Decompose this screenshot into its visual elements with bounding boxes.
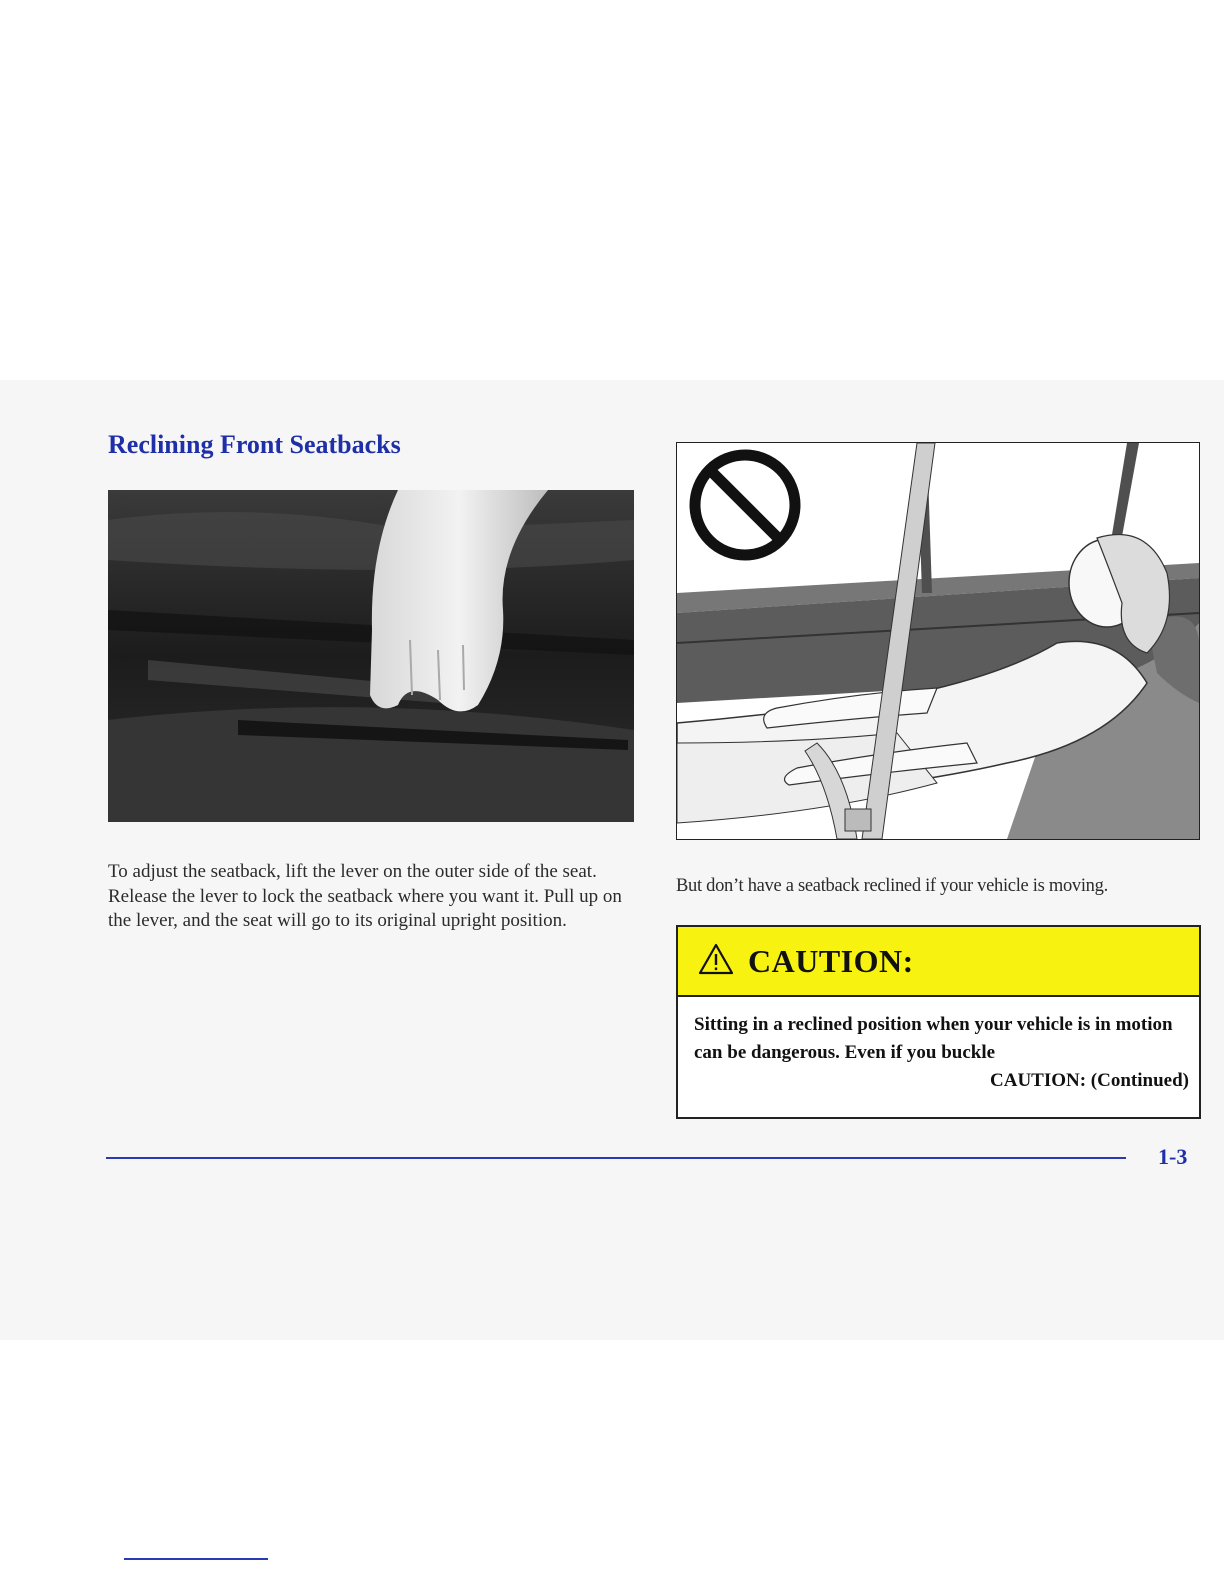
caution-body: Sitting in a reclined position when your vehicle is in motion can be dangerous. Even if you buckle — [694, 1014, 1173, 1063]
seat-lever-photo — [108, 490, 634, 822]
warning-triangle-icon — [698, 943, 734, 980]
page-number: 1-3 — [1158, 1144, 1188, 1169]
bottom-divider — [124, 1558, 268, 1560]
adjust-instructions: To adjust the seatback, lift the lever on the outer side of the seat. Release the lever to lock the seatback where you want it. Pull up on the lever, and the seat will go to its original upright position. — [108, 861, 622, 931]
reclined-warning-text: But don’t have a seatback reclined if your vehicle is moving. — [676, 876, 1108, 896]
caution-title: CAUTION: — [748, 942, 914, 979]
section-heading: Reclining Front Seatbacks — [108, 430, 401, 459]
reclined-passenger-illustration — [676, 442, 1200, 840]
caution-header — [678, 927, 1199, 997]
caution-box — [676, 925, 1201, 1119]
caution-continued: CAUTION: (Continued) — [990, 1070, 1189, 1091]
footer-divider — [106, 1157, 1126, 1159]
